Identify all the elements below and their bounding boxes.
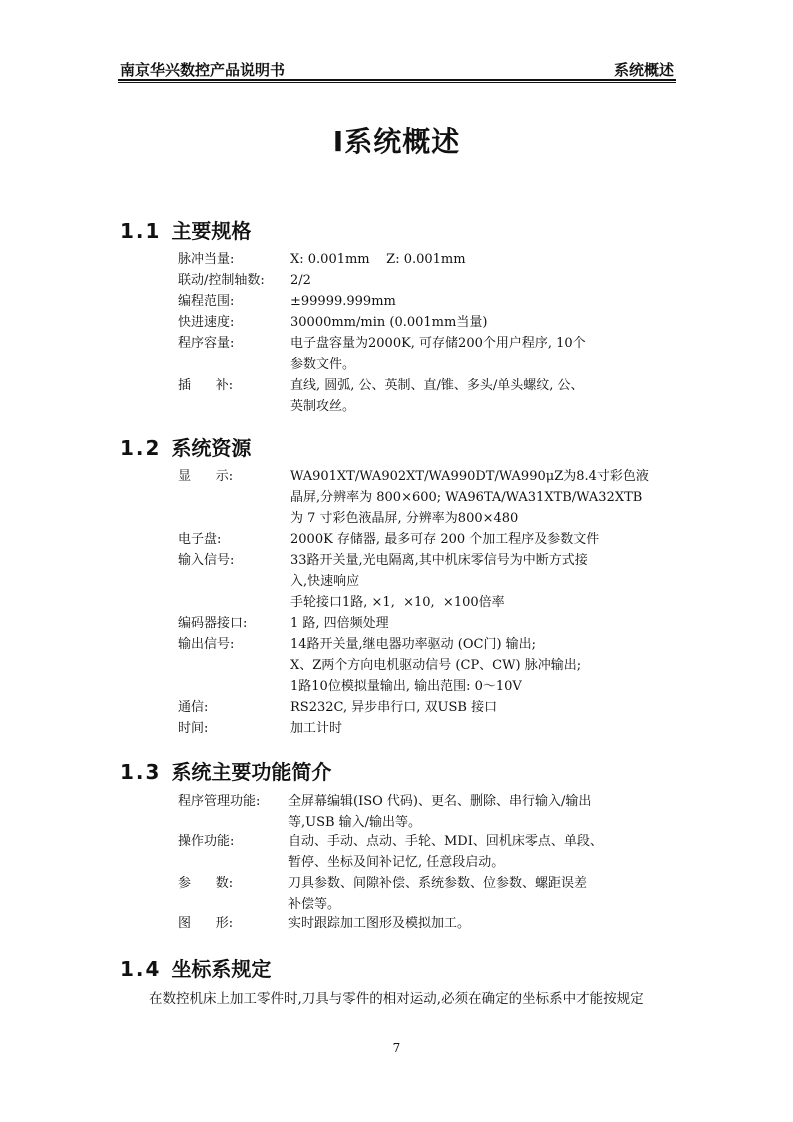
chapter-title: Ⅰ系统概述 [332,125,461,158]
section-title: 系统主要功能简介 [171,760,332,784]
resource-label: 通信: [178,700,209,715]
function-label: 操作功能: [178,834,235,849]
section-heading-1-3 [120,756,331,785]
resource-label: 输入信号: [178,553,235,568]
spec-value-line: 参数文件。 [290,357,356,372]
section-title: 坐标系规定 [171,957,272,981]
section-heading-1-4 [120,953,271,982]
resource-value: 加工计时 [290,721,343,736]
function-value: 实时跟踪加工图形及模拟加工。 [288,916,471,931]
spec-label: 快进速度: [178,315,235,330]
resource-value: RS232C, 异步串行口, 双USB 接口 [290,700,498,715]
resource-value-line: WA901XT/WA902XT/WA990DT/WA990μZ为8.4寸彩色液 [290,469,649,484]
resource-value-line: X、Z两个方向电机驱动信号 (CP、CW) 脉冲输出; [290,658,582,673]
spec-label: 编程范围: [178,294,235,309]
spec-value: ±99999.999mm [290,294,396,309]
spec-label: 联动/控制轴数: [178,273,265,288]
resource-value-line: 1路10位模拟量输出, 输出范围: 0～10V [290,679,522,694]
resource-value-line: 14路开关量,继电器功率驱动 (OC门) 输出; [290,637,537,652]
function-value-line: 刀具参数、间隙补偿、系统参数、位参数、螺距误差 [288,876,588,891]
section-title: 系统资源 [171,436,252,460]
spec-value-line: 直线, 圆弧, 公、英制、直/锥、多头/单头螺纹, 公、 [290,378,584,393]
function-value-line: 等,USB 输入/输出等。 [288,815,422,830]
function-label: 图 形: [178,916,234,931]
page-number: 7 [392,1041,401,1055]
section-number: 1.2 [120,436,162,460]
resource-label: 编码器接口: [178,616,248,631]
header-chapter-name: 系统概述 [613,61,674,79]
resource-value-line: 手轮接口1路, ×1, ×10, ×100倍率 [290,595,505,610]
section-heading-1-1 [120,215,251,244]
resource-label: 显 示: [178,469,234,484]
function-value-line: 自动、手动、点动、手轮、MDI、回机床零点、单段、 [288,834,603,849]
function-label: 参 数: [178,876,234,891]
resource-value-line: 入,快速响应 [290,574,360,589]
function-label: 程序管理功能: [178,794,261,809]
spec-value-line: 电子盘容量为2000K, 可存储200个用户程序, 10个 [290,336,586,351]
resource-label: 输出信号: [178,637,235,652]
spec-value: 2/2 [290,273,311,288]
spec-value: X: 0.001mm Z: 0.001mm [290,252,466,267]
section-number: 1.1 [120,219,162,243]
resource-value-line: 晶屏,分辨率为 800×600; WA96TA/WA31XTB/WA32XTB [290,490,643,505]
resource-value-line: 为 7 寸彩色液晶屏, 分辨率为800×480 [290,511,519,526]
spec-label: 插 补: [178,378,234,393]
function-value-line: 补偿等。 [288,897,341,912]
resource-label: 电子盘: [178,532,222,547]
resource-value: 1 路, 四倍频处理 [290,616,389,631]
section-heading-1-2 [120,432,251,461]
header-rule-thick [118,79,676,81]
page-header [118,59,676,79]
function-value-line: 暂停、坐标及间补记忆, 任意段启动。 [288,855,505,870]
header-manual-title: 南京华兴数控产品说明书 [120,61,286,79]
spec-value-line: 英制攻丝。 [290,399,356,414]
resource-label: 时间: [178,721,209,736]
resource-value: 2000K 存储器, 最多可存 200 个加工程序及参数文件 [290,532,600,547]
body-paragraph: 在数控机床上加工零件时,刀具与零件的相对运动,必须在确定的坐标系中才能按规定 [149,991,644,1007]
section-number: 1.4 [120,957,162,981]
section-number: 1.3 [120,760,162,784]
function-value-line: 全屏幕编辑(ISO 代码)、更名、删除、串行输入/输出 [288,794,592,809]
spec-value: 30000mm/min (0.001mm当量) [290,315,488,330]
spec-label: 脉冲当量: [178,252,235,267]
header-rule-thin [118,82,676,83]
section-title: 主要规格 [171,219,252,243]
resource-value-line: 33路开关量,光电隔离,其中机床零信号为中断方式接 [290,553,588,568]
spec-label: 程序容量: [178,336,235,351]
